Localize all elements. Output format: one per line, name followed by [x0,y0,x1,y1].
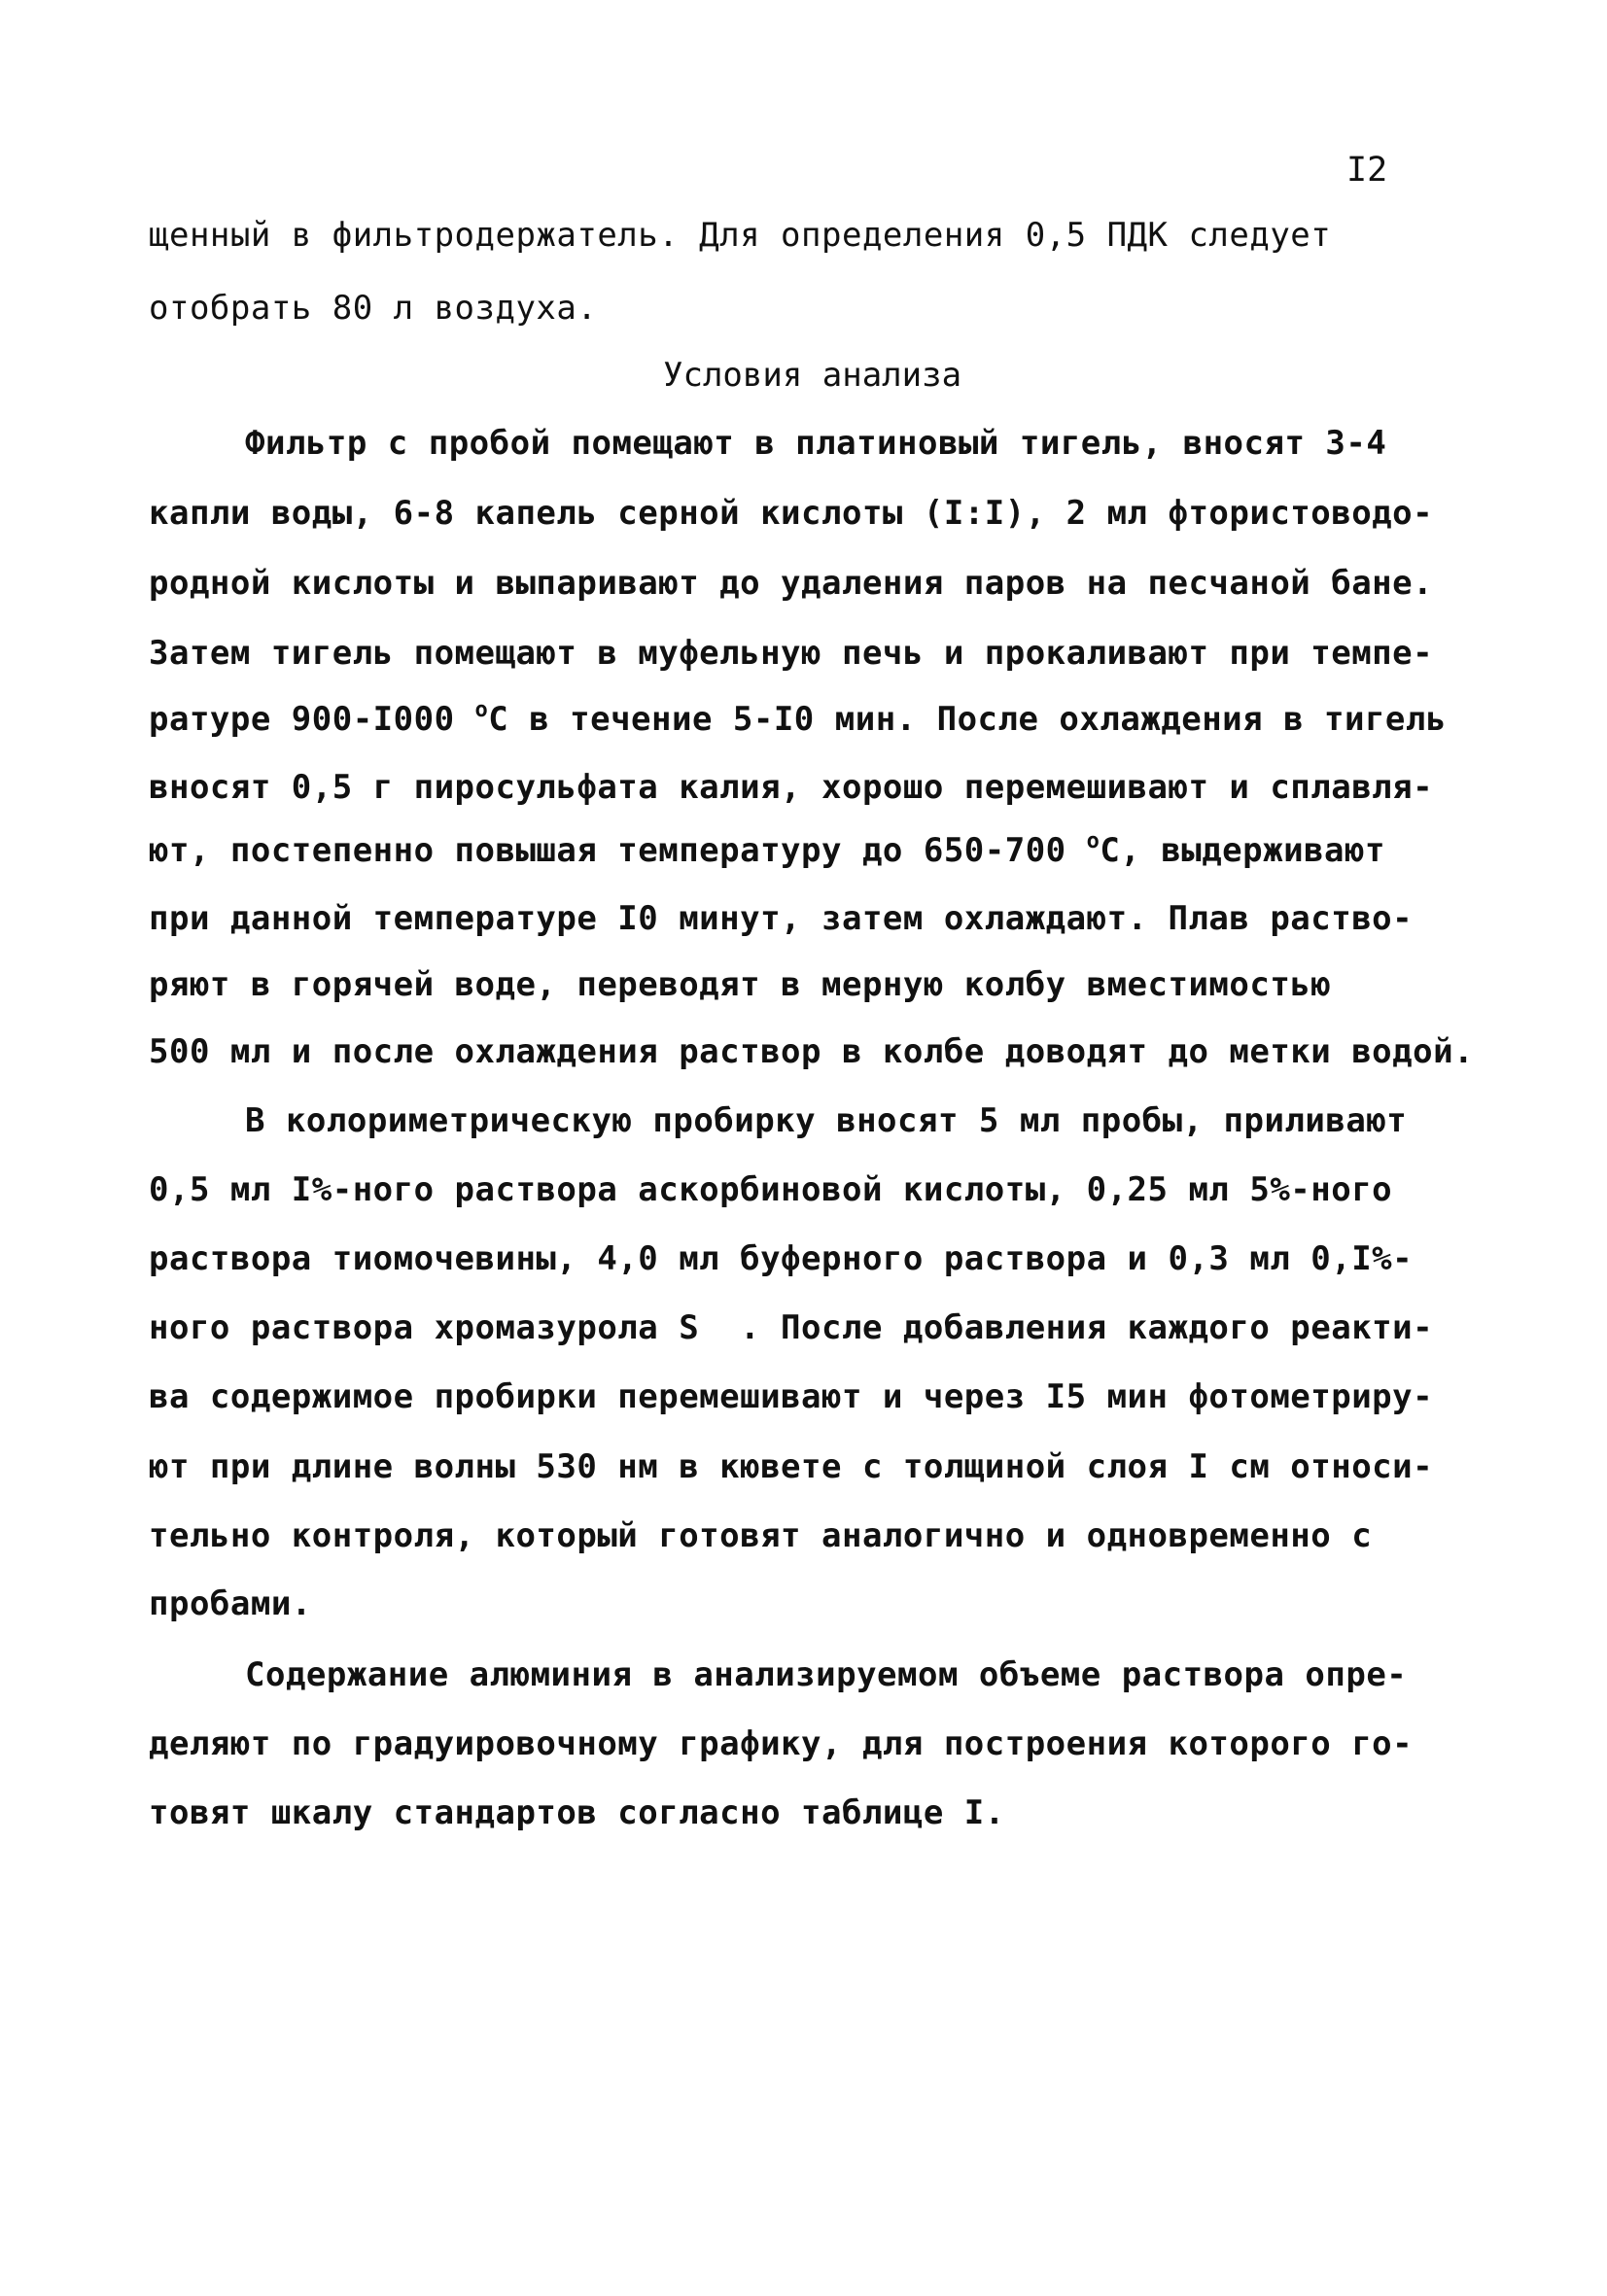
text-line: Содержание алюминия в анализируемом объеме раствора опре- [245,1655,1408,1694]
text-line: вносят 0,5 г пиросульфата калия, хорошо перемешивают и сплавля- [149,768,1434,807]
text-line: 0,5 мл I%-ного раствора аскорбиновой кислоты, 0,25 мл 5%-ного [149,1170,1393,1209]
text-segment: С в течение 5-I0 мин. После охлаждения в тигель [488,700,1447,739]
text-line: В колориметрическую пробирку вносят 5 мл пробы, приливают [245,1101,1408,1140]
page-number: I2 [1346,151,1388,190]
text-line: Фильтр с пробой помещают в платиновый тигель, вносят 3-4 [245,424,1387,463]
text-line: деляют по градуировочному графику, для построения которого го- [149,1724,1414,1763]
text-segment: ратуре 900-I000 [149,700,475,739]
text-segment: С, выдерживают [1100,831,1385,870]
text-line: ют при длине волны 530 нм в кювете с толщиной слоя I см относи- [149,1447,1434,1486]
text-line: раствора тиомочевины, 4,0 мл буферного раствора и 0,3 мл 0,I%- [149,1239,1414,1278]
section-heading: Условия анализа [663,356,962,395]
text-line: 500 мл и после охлаждения раствор в колбе доводят до метки водой. [149,1032,1475,1071]
text-line: щенный в фильтродержатель. Для определения 0,5 ПДК следует [149,216,1332,255]
text-line: Затем тигель помещают в муфельную печь и прокаливают при темпе- [149,634,1434,673]
text-line: капли воды, 6-8 капель серной кислоты (I:I), 2 мл фтористоводо- [149,494,1434,533]
text-line: товят шкалу стандартов согласно таблице I. [149,1793,1005,1832]
degree-mark: о [1086,829,1100,853]
text-line: ва содержимое пробирки перемешивают и через I5 мин фотометриру- [149,1377,1434,1416]
text-line: ного раствора хромазурола S . После добавления каждого реакти- [149,1308,1434,1347]
text-line: пробами. [149,1584,312,1623]
text-line: при данной температуре I0 минут, затем охлаждают. Плав раство- [149,899,1414,938]
text-line: отобрать 80 л воздуха. [149,289,598,328]
text-line: родной кислоты и выпаривают до удаления паров на песчаной бане. [149,564,1434,603]
degree-mark: о [474,698,489,722]
text-line [149,831,1385,870]
text-segment: ют, постепенно повышая температуру до 650-700 [149,831,1087,870]
text-line: тельно контроля, который готовят аналогично и одновременно с [149,1516,1373,1555]
text-line [149,700,1447,739]
text-line: ряют в горячей воде, переводят в мерную колбу вместимостью [149,965,1332,1004]
